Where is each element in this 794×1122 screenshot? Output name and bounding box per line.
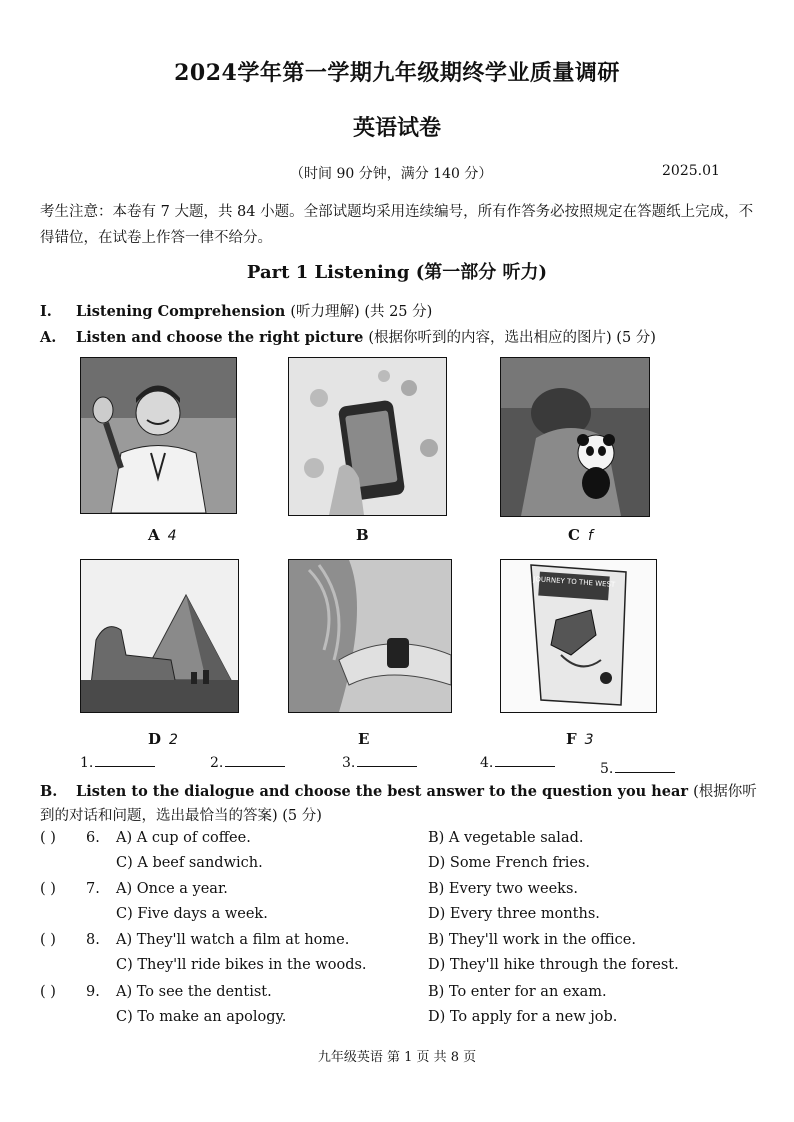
answer-paren-9[interactable]: ( )	[40, 984, 56, 1000]
section-title-cn: (听力理解) (共 25 分)	[290, 304, 433, 320]
picture-label-e: E	[358, 730, 370, 748]
answer-blank-3[interactable]: 3.	[342, 754, 417, 771]
athlete-with-medal-icon	[81, 358, 236, 513]
page-footer: 九年级英语 第 1 页 共 8 页	[317, 1050, 477, 1065]
section-heading-listening	[40, 300, 432, 321]
section-title-cn: (根据你听到的对话和问题，选出最恰当的答案) (5 分)	[40, 784, 757, 824]
option-6c: C) A beef sandwich.	[116, 855, 263, 871]
option-9a: A) To see the dentist.	[116, 984, 272, 1000]
panda-toy-icon	[501, 358, 649, 516]
section-number: B.	[40, 783, 58, 800]
picture-f-book	[500, 559, 657, 713]
answer-paren-6[interactable]: ( )	[40, 830, 56, 846]
option-9b: B) To enter for an exam.	[428, 984, 607, 1000]
student-notice: 考生注意：本卷有 7 大题，共 84 小题。全部试题均采用连续编号，所有作答务必按照规定在答题纸上完成，不得错位，在试卷上作答一律不给分。	[40, 204, 754, 246]
answer-blank-2[interactable]: 2.	[210, 754, 285, 771]
book-cover-journey-icon	[501, 560, 656, 712]
exam-subject: 英语试卷	[352, 115, 441, 141]
option-8b: B) They'll work in the office.	[428, 932, 636, 948]
option-6d: D) Some French fries.	[428, 855, 591, 871]
section-title: Listen to the dialogue and choose the best answer to the question you hear	[76, 783, 689, 800]
picture-b-phone	[288, 357, 447, 516]
answer-blank-1[interactable]: 1.	[80, 754, 155, 771]
sphinx-pyramids-icon	[81, 560, 238, 712]
option-8c: C) They'll ride bikes in the woods.	[116, 957, 367, 973]
option-8d: D) They'll hike through the forest.	[428, 957, 679, 973]
question-number-9: 9.	[86, 984, 100, 1000]
option-7b: B) Every two weeks.	[428, 881, 578, 897]
picture-a-athlete	[80, 357, 237, 514]
answer-blank-4[interactable]: 4.	[480, 754, 555, 771]
picture-d-sphinx	[80, 559, 239, 713]
section-heading-a	[40, 326, 656, 347]
part-heading: Part 1 Listening (第一部分 听力)	[246, 262, 548, 283]
picture-label-b: B	[356, 526, 369, 544]
handwritten-answer: 2	[169, 732, 178, 748]
picture-label-a: A 4	[148, 526, 177, 544]
option-7d: D) Every three months.	[428, 906, 600, 922]
handwritten-answer: 3	[584, 732, 594, 748]
picture-e-watch	[288, 559, 452, 713]
question-number-7: 7.	[86, 881, 100, 897]
picture-label-f: F 3	[566, 730, 594, 748]
option-6b: B) A vegetable salad.	[428, 830, 584, 846]
section-heading-b	[40, 780, 765, 828]
exam-title: 2024学年第一学期九年级期终学业质量调研	[174, 60, 620, 86]
exam-date: 2025.01	[662, 163, 720, 179]
picture-c-panda	[500, 357, 650, 517]
book-cover-title: JOURNEY TO THE WEST	[533, 575, 616, 589]
question-number-8: 8.	[86, 932, 100, 948]
answer-blank-5[interactable]: 5.	[600, 760, 675, 777]
section-title: Listening Comprehension	[76, 303, 286, 320]
answer-paren-8[interactable]: ( )	[40, 932, 56, 948]
section-number: I.	[40, 303, 52, 320]
handwritten-answer: f	[587, 528, 593, 544]
option-8a: A) They'll watch a film at home.	[116, 932, 350, 948]
phone-in-hand-icon	[289, 358, 446, 515]
option-6a: A) A cup of coffee.	[116, 830, 251, 846]
option-7c: C) Five days a week.	[116, 906, 268, 922]
picture-label-c: C f	[568, 526, 593, 544]
option-9d: D) To apply for a new job.	[428, 1009, 618, 1025]
option-7a: A) Once a year.	[116, 881, 228, 897]
section-number: A.	[40, 329, 57, 346]
option-9c: C) To make an apology.	[116, 1009, 287, 1025]
question-number-6: 6.	[86, 830, 100, 846]
section-title-cn: (根据你听到的内容，选出相应的图片) (5 分)	[368, 330, 656, 346]
section-title: Listen and choose the right picture	[76, 329, 364, 346]
time-info: （时间 90 分钟，满分 140 分）	[290, 166, 493, 182]
smartwatch-wrist-icon	[289, 560, 451, 712]
handwritten-answer: 4	[167, 528, 177, 544]
picture-label-d: D 2	[148, 730, 178, 748]
answer-paren-7[interactable]: ( )	[40, 881, 56, 897]
